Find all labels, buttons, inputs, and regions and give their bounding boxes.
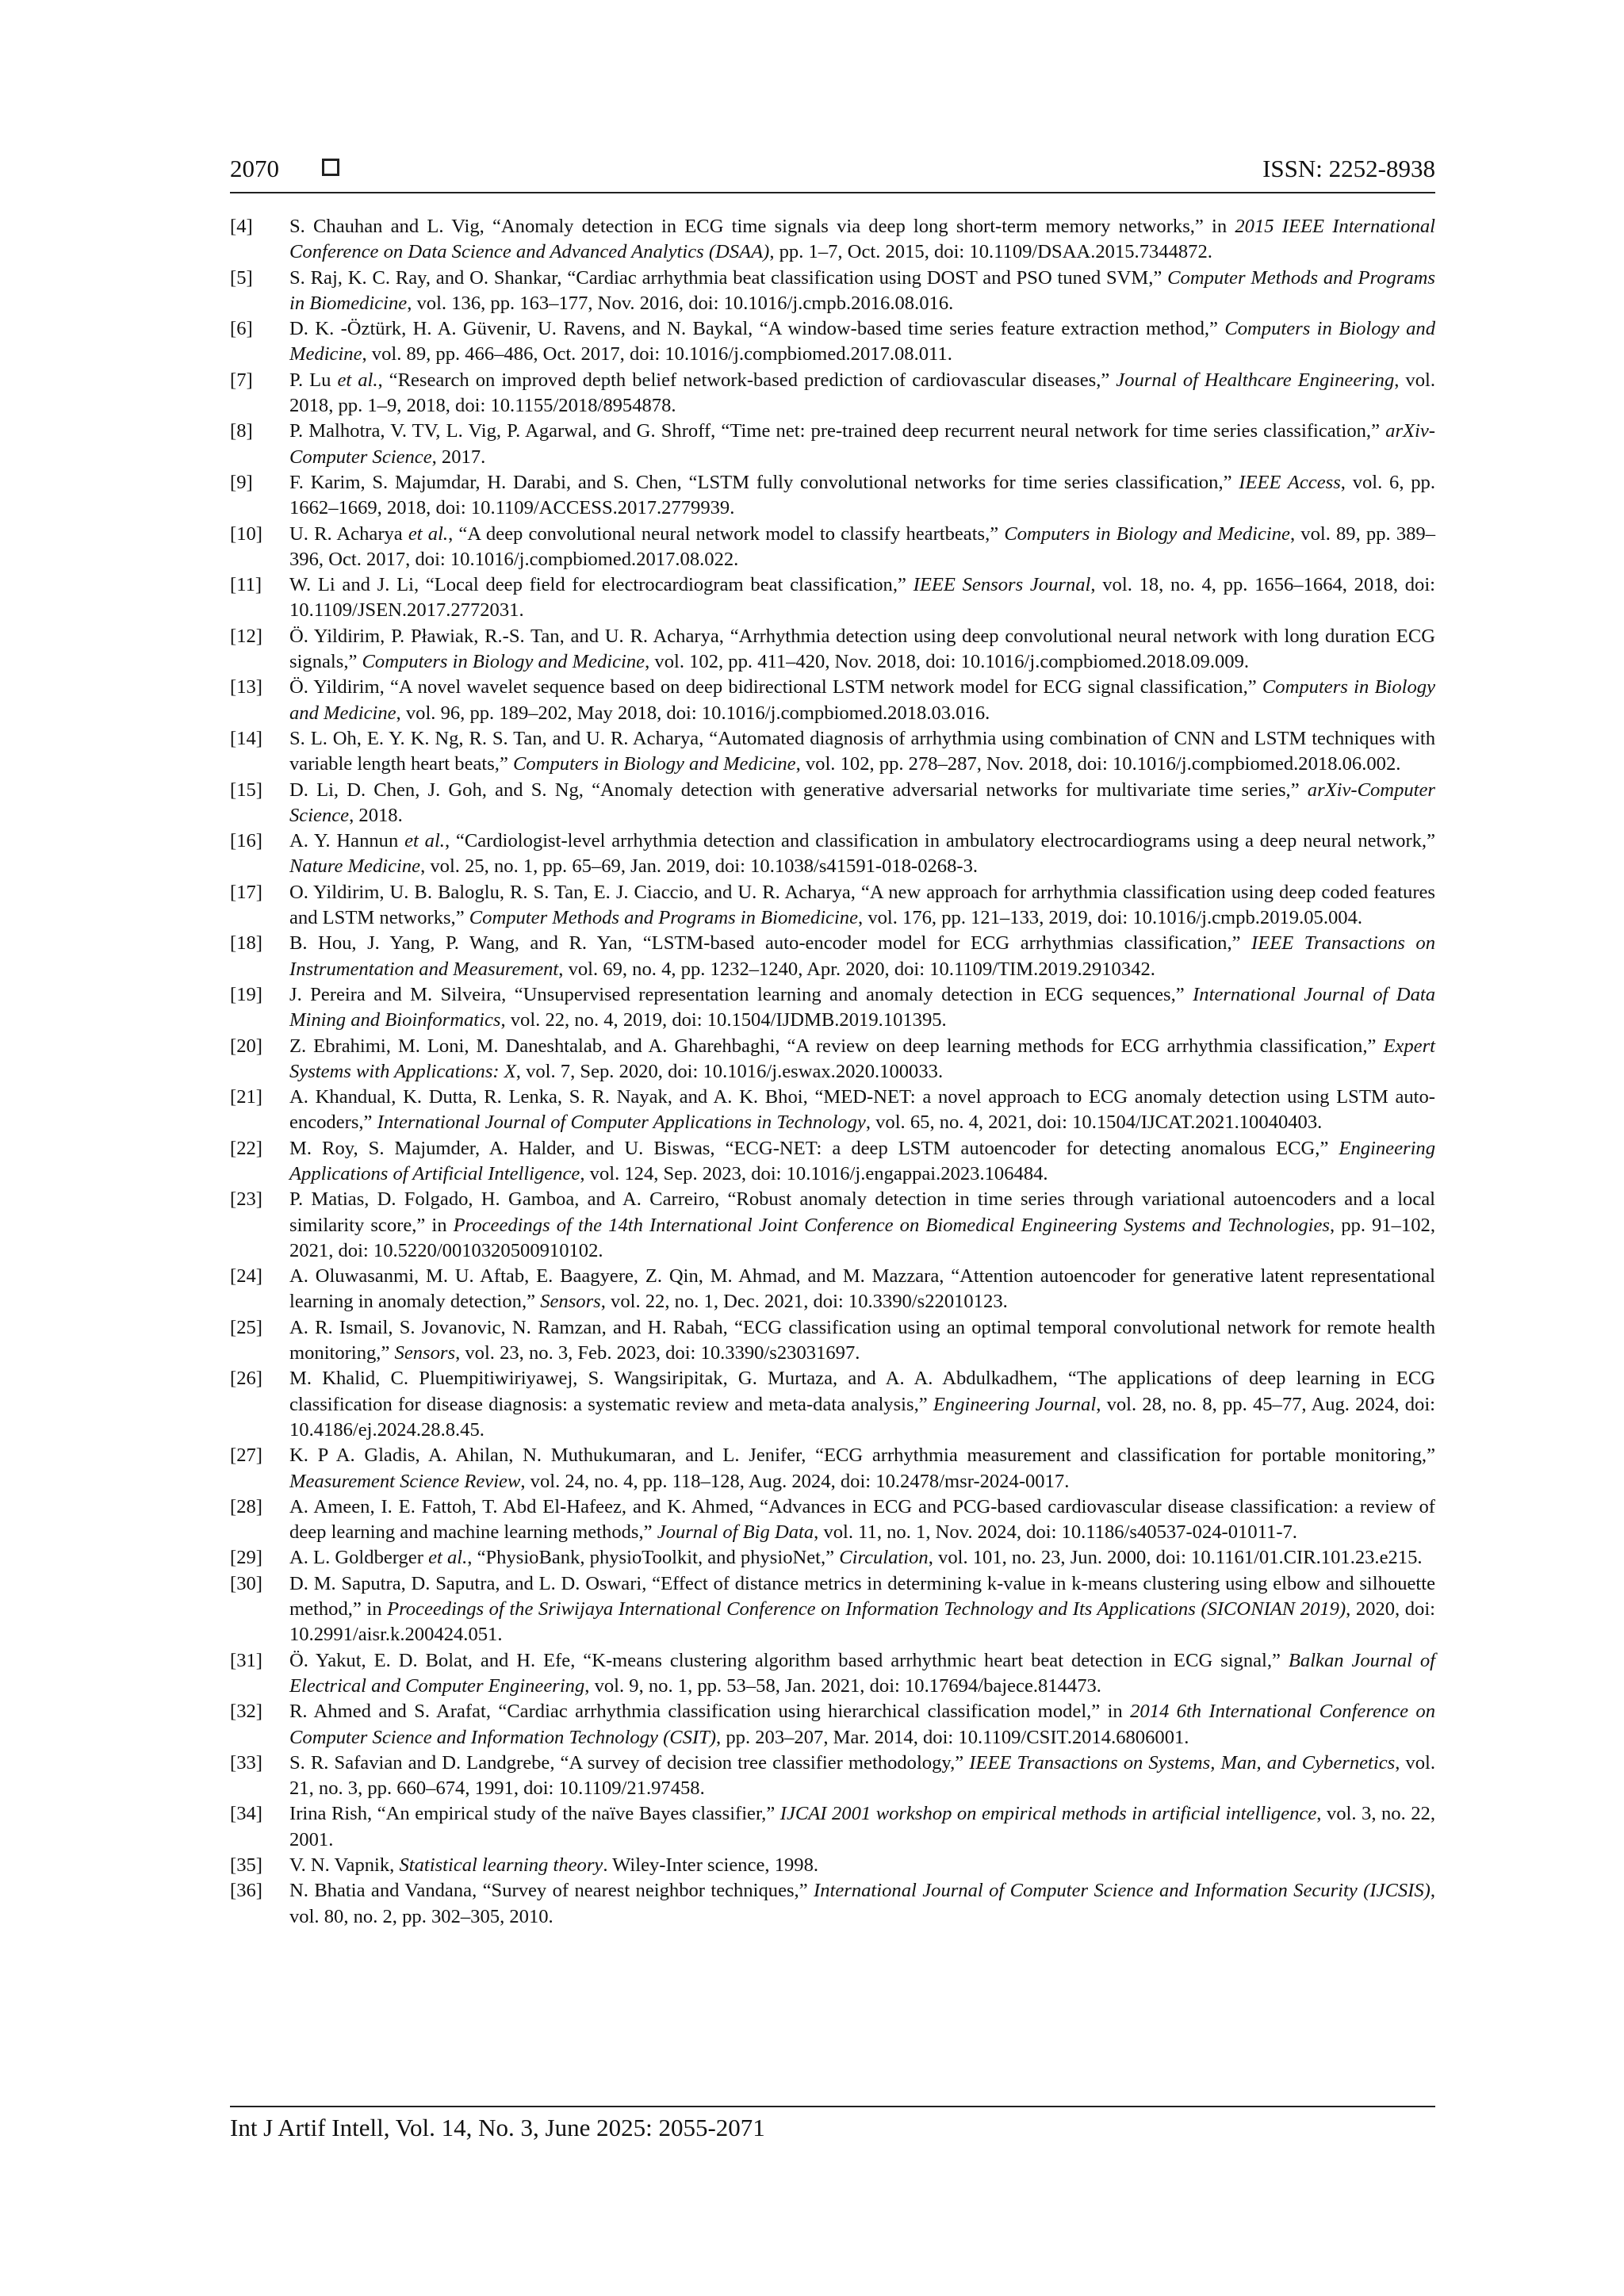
issn-label: ISSN: 2252-8938 <box>1262 155 1435 182</box>
reference-item <box>230 266 1435 317</box>
reference-item <box>230 1366 1435 1443</box>
reference-item <box>230 828 1435 880</box>
reference-item <box>230 1853 1435 1878</box>
reference-item <box>230 1801 1435 1853</box>
reference-item <box>230 880 1435 932</box>
reference-item <box>230 368 1435 419</box>
reference-item <box>230 1187 1435 1264</box>
reference-item <box>230 1443 1435 1494</box>
reference-item <box>230 1699 1435 1751</box>
reference-text: P. Malhotra, V. TV, L. Vig, P. Agarwal, and G. Shroff, “Time net: pre-trained deep recurrent neural network for time series classification,” arXiv-Computer Science, 2017. <box>289 420 1435 468</box>
reference-item <box>230 726 1435 778</box>
reference-text: O. Yildirim, U. B. Baloglu, R. S. Tan, E. J. Ciaccio, and U. R. Acharya, “A new approach for arrhythmia classification using deep coded features and LSTM networks,” Computer Methods and Programs in Biomedicine, vol. 176, pp. 121–133, 2019, doi: 10.1016/j.cmpb.2019.05.004. <box>289 881 1435 929</box>
reference-number: [25] <box>230 1316 262 1338</box>
reference-text: S. L. Oh, E. Y. K. Ng, R. S. Tan, and U. R. Acharya, “Automated diagnosis of arrhythmia using combination of CNN and LSTM techniques with variable length heart beats,” Computers in Biology and Medicine, vol. 102, pp. 278–287, Nov. 2018, doi: 10.1016/j.compbiomed.2018.06.002. <box>289 727 1435 775</box>
reference-item <box>230 675 1435 726</box>
reference-text: A. L. Goldberger et al., “PhysioBank, physioToolkit, and physioNet,” Circulation, vol. 101, no. 23, Jun. 2000, doi: 10.1161/01.CIR.101.23.e215. <box>289 1547 1423 1569</box>
reference-number: [16] <box>230 830 262 852</box>
reference-item <box>230 1034 1435 1085</box>
reference-number: [12] <box>230 625 262 647</box>
reference-number: [34] <box>230 1803 262 1825</box>
reference-item <box>230 778 1435 829</box>
reference-number: [28] <box>230 1495 262 1517</box>
reference-number: [13] <box>230 676 262 698</box>
reference-item <box>230 1878 1435 1930</box>
reference-item <box>230 982 1435 1034</box>
reference-text: D. K. -Öztürk, H. A. Güvenir, U. Ravens, and N. Baykal, “A window-based time series feature extraction method,” Computers in Biology and Medicine, vol. 89, pp. 466–486, Oct. 2017, doi: 10.1016/j.compbiomed.2017.08.011. <box>289 318 1435 365</box>
reference-number: [4] <box>230 216 253 237</box>
reference-text: A. Oluwasanmi, M. U. Aftab, E. Baagyere, Z. Qin, M. Ahmad, and M. Mazzara, “Attention autoencoder for generative latent representational learning in anomaly detection,” Sensors, vol. 22, no. 1, Dec. 2021, doi: 10.3390/s22010123. <box>289 1265 1435 1313</box>
reference-number: [18] <box>230 932 262 955</box>
reference-number: [20] <box>230 1035 262 1057</box>
reference-text: M. Roy, S. Majumder, A. Halder, and U. Biswas, “ECG-NET: a deep LSTM autoencoder for detecting anomalous ECG,” Engineering Applications of Artificial Intelligence, vol. 124, Sep. 2023, doi: 10.1016/j.engappai.2023.106484. <box>289 1137 1435 1184</box>
reference-item <box>230 214 1435 266</box>
journal-citation: Int J Artif Intell, Vol. 14, No. 3, June 2025: 2055-2071 <box>230 2114 765 2141</box>
reference-number: [31] <box>230 1649 262 1671</box>
reference-item <box>230 1571 1435 1648</box>
reference-text: A. Khandual, K. Dutta, R. Lenka, S. R. Nayak, and A. K. Bhoi, “MED-NET: a novel approach to ECG anomaly detection using LSTM auto-encoders,” International Journal of Computer Applications in Technology, vol. 65, no. 4, 2021, doi: 10.1504/IJCAT.2021.10040403. <box>289 1086 1435 1134</box>
reference-number: [30] <box>230 1572 262 1594</box>
reference-number: [35] <box>230 1854 262 1876</box>
reference-text: Ö. Yakut, E. D. Bolat, and H. Efe, “K-means clustering algorithm based arrhythmic heart beat detection in ECG signal,” Balkan Journal of Electrical and Computer Engineering, vol. 9, no. 1, pp. 53–58, Jan. 2021, doi: 10.17694/bajece.814473. <box>289 1649 1435 1697</box>
reference-item <box>230 1494 1435 1546</box>
reference-number: [9] <box>230 471 253 493</box>
reference-item <box>230 1264 1435 1315</box>
page-number: 2070 <box>230 155 279 182</box>
page-footer <box>230 2106 1435 2142</box>
reference-text: V. N. Vapnik, Statistical learning theory. Wiley-Inter science, 1998. <box>289 1854 819 1876</box>
reference-number: [22] <box>230 1137 262 1159</box>
reference-text: R. Ahmed and S. Arafat, “Cardiac arrhythmia classification using hierarchical classification model,” in 2014 6th International Conference on Computer Science and Information Technology (CSIT), pp. 203–207, Mar. 2014, doi: 10.1109/CSIT.2014.6806001. <box>289 1701 1436 1748</box>
reference-text: U. R. Acharya et al., “A deep convolutional neural network model to classify heartbeats,” Computers in Biology and Medicine, vol. 89, pp. 389–396, Oct. 2017, doi: 10.1016/j.compbiomed.2017.08.022. <box>289 522 1436 570</box>
reference-number: [11] <box>230 574 262 596</box>
reference-number: [23] <box>230 1188 262 1211</box>
reference-number: [7] <box>230 369 253 391</box>
reference-number: [19] <box>230 983 262 1005</box>
reference-text: M. Khalid, C. Pluempitiwiriyawej, S. Wangsiripitak, G. Murtaza, and A. A. Abdulkadhem, “The applications of deep learning in ECG classification for disease diagnosis: a systematic review and meta-data analysis,” Engineering Journal, vol. 28, no. 8, pp. 45–77, Aug. 2024, doi: 10.4186/ej.2024.28.8.45. <box>289 1368 1436 1441</box>
reference-text: F. Karim, S. Majumdar, H. Darabi, and S. Chen, “LSTM fully convolutional networks for time series classification,” IEEE Access, vol. 6, pp. 1662–1669, 2018, doi: 10.1109/ACCESS.2017.2779939. <box>289 471 1435 519</box>
reference-number: [8] <box>230 420 253 442</box>
reference-text: A. R. Ismail, S. Jovanovic, N. Ramzan, and H. Rabah, “ECG classification using an optimal temporal convolutional network for remote health monitoring,” Sensors, vol. 23, no. 3, Feb. 2023, doi: 10.3390/s23031697. <box>289 1316 1435 1364</box>
reference-item <box>230 931 1435 982</box>
reference-text: D. M. Saputra, D. Saputra, and L. D. Oswari, “Effect of distance metrics in determining k-value in k-means clustering using elbow and silhouette method,” in Proceedings of the Sriwijaya International Conference on Information Technology and Its Applications (SICONIAN 2019), 2020, doi: 10.2991/aisr.k.200424.051. <box>289 1572 1436 1646</box>
reference-number: [10] <box>230 522 262 545</box>
reference-item <box>230 1085 1435 1136</box>
reference-item <box>230 1136 1435 1188</box>
reference-number: [17] <box>230 881 262 903</box>
reference-item <box>230 419 1435 470</box>
reference-number: [29] <box>230 1547 262 1569</box>
reference-number: [15] <box>230 779 262 801</box>
reference-number: [32] <box>230 1701 262 1723</box>
reference-text: S. R. Safavian and D. Landgrebe, “A survey of decision tree classifier methodology,” IEEE Transactions on Systems, Man, and Cybernetics, vol. 21, no. 3, pp. 660–674, 1991, doi: 10.1109/21.97458. <box>289 1751 1435 1800</box>
reference-text: S. Chauhan and L. Vig, “Anomaly detection in ECG time signals via deep long short-term memory networks,” in 2015 IEEE International Conference on Data Science and Advanced Analytics (DSAA), pp. 1–7, Oct. 2015, doi: 10.1109/DSAA.2015.7344872. <box>289 216 1435 263</box>
reference-number: [24] <box>230 1265 262 1288</box>
reference-number: [6] <box>230 318 253 340</box>
reference-number: [14] <box>230 727 262 749</box>
reference-number: [27] <box>230 1445 262 1467</box>
reference-item <box>230 470 1435 522</box>
reference-number: [33] <box>230 1751 262 1774</box>
reference-number: [26] <box>230 1368 262 1390</box>
reference-item <box>230 572 1435 624</box>
reference-item <box>230 316 1435 368</box>
reference-text: D. Li, D. Chen, J. Goh, and S. Ng, “Anomaly detection with generative adversarial networks for multivariate time series,” arXiv-Computer Science, 2018. <box>289 779 1435 826</box>
reference-item <box>230 1545 1435 1571</box>
reference-text: N. Bhatia and Vandana, “Survey of nearest neighbor techniques,” International Journal of Computer Science and Information Security (IJCSIS), vol. 80, no. 2, pp. 302–305, 2010. <box>289 1880 1435 1927</box>
reference-item <box>230 1751 1435 1802</box>
reference-text: J. Pereira and M. Silveira, “Unsupervised representation learning and anomaly detection in ECG sequences,” International Journal of Data Mining and Bioinformatics, vol. 22, no. 4, 2019, doi: 10.1504/IJDMB.2019.101395. <box>289 983 1435 1031</box>
reference-text: P. Matias, D. Folgado, H. Gamboa, and A. Carreiro, “Robust anomaly detection in time series through variational autoencoders and a local similarity score,” in Proceedings of the 14th International Joint Conference on Biomedical Engineering Systems and Technologies, pp. 91–102, 2021, doi: 10.5220/0010320500910102. <box>289 1188 1435 1261</box>
reference-text: B. Hou, J. Yang, P. Wang, and R. Yan, “LSTM-based auto-encoder model for ECG arrhythmias classification,” IEEE Transactions on Instrumentation and Measurement, vol. 69, no. 4, pp. 1232–1240, Apr. 2020, doi: 10.1109/TIM.2019.2910342. <box>289 932 1435 980</box>
reference-text: K. P A. Gladis, A. Ahilan, N. Muthukumaran, and L. Jenifer, “ECG arrhythmia measurement and classification for portable monitoring,” Measurement Science Review, vol. 24, no. 4, pp. 118–128, Aug. 2024, doi: 10.2478/msr-2024-0017. <box>289 1445 1435 1492</box>
square-bullet-icon <box>322 159 339 176</box>
reference-number: [36] <box>230 1880 262 1902</box>
reference-list <box>230 214 1435 1930</box>
reference-number: [21] <box>230 1086 262 1108</box>
reference-text: A. Ameen, I. E. Fattoh, T. Abd El-Hafeez, and K. Ahmed, “Advances in ECG and PCG-based cardiovascular disease classification: a review of deep learning and machine learning methods,” Journal of Big Data, vol. 11, no. 1, Nov. 2024, doi: 10.1186/s40537-024-01011-7. <box>289 1495 1435 1544</box>
reference-text: Ö. Yildirim, “A novel wavelet sequence based on deep bidirectional LSTM network model for ECG signal classification,” Computers in Biology and Medicine, vol. 96, pp. 189–202, May 2018, doi: 10.1016/j.compbiomed.2018.03.016. <box>289 676 1436 724</box>
reference-text: Irina Rish, “An empirical study of the naïve Bayes classifier,” IJCAI 2001 workshop on empirical methods in artificial intelligence, vol. 3, no. 22, 2001. <box>289 1803 1435 1850</box>
page-header <box>230 152 1435 193</box>
reference-text: Ö. Yildirim, P. Pławiak, R.-S. Tan, and U. R. Acharya, “Arrhythmia detection using deep convolutional neural network with long duration ECG signals,” Computers in Biology and Medicine, vol. 102, pp. 411–420, Nov. 2018, doi: 10.1016/j.compbiomed.2018.09.009. <box>289 625 1435 673</box>
reference-text: W. Li and J. Li, “Local deep field for electrocardiogram beat classification,” IEEE Sensors Journal, vol. 18, no. 4, pp. 1656–1664, 2018, doi: 10.1109/JSEN.2017.2772031. <box>289 574 1436 622</box>
reference-number: [5] <box>230 266 253 289</box>
reference-item <box>230 624 1435 675</box>
reference-text: S. Raj, K. C. Ray, and O. Shankar, “Cardiac arrhythmia beat classification using DOST and PSO tuned SVM,” Computer Methods and Programs in Biomedicine, vol. 136, pp. 163–177, Nov. 2016, doi: 10.1016/j.cmpb.2016.08.016. <box>289 266 1435 314</box>
reference-item <box>230 1648 1435 1700</box>
reference-text: P. Lu et al., “Research on improved depth belief network-based prediction of cardiovascular diseases,” Journal of Healthcare Engineering, vol. 2018, pp. 1–9, 2018, doi: 10.1155/2018/8954878. <box>289 369 1435 417</box>
reference-item <box>230 522 1435 573</box>
reference-text: A. Y. Hannun et al., “Cardiologist-level arrhythmia detection and classification in ambulatory electrocardiograms using a deep neural network,” Nature Medicine, vol. 25, no. 1, pp. 65–69, Jan. 2019, doi: 10.1038/s41591-018-0268-3. <box>289 830 1435 878</box>
reference-item <box>230 1315 1435 1367</box>
reference-text: Z. Ebrahimi, M. Loni, M. Daneshtalab, and A. Gharehbaghi, “A review on deep learning methods for ECG arrhythmia classification,” Expert Systems with Applications: X, vol. 7, Sep. 2020, doi: 10.1016/j.eswax.2020.100033. <box>289 1035 1435 1082</box>
